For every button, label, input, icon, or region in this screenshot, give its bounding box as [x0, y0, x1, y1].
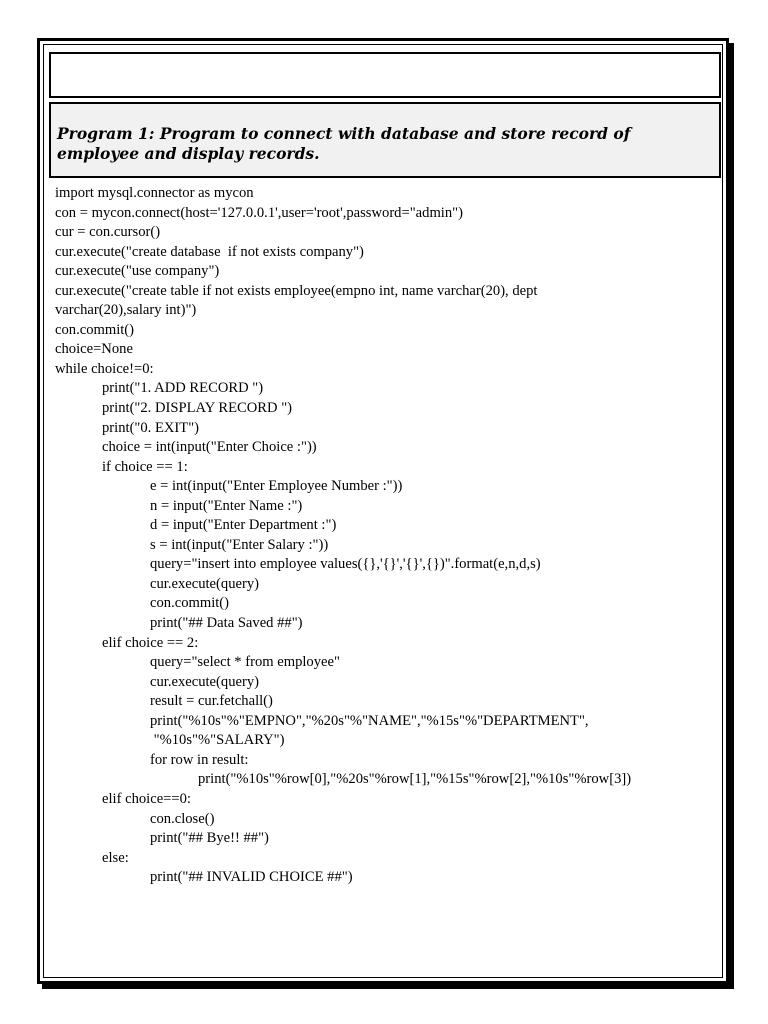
code-line: cur = con.cursor() — [55, 224, 161, 241]
code-line: "%10s"%"SALARY") — [150, 732, 285, 749]
code-line: else: — [102, 849, 129, 866]
code-line: result = cur.fetchall() — [150, 693, 273, 710]
page-frame — [37, 38, 729, 984]
code-line: varchar(20),salary int)") — [55, 302, 197, 319]
code-line: cur.execute(query) — [150, 575, 259, 592]
program-title: Program 1: Program to connect with database and store record of employee and display records. — [57, 124, 631, 163]
code-line: s = int(input("Enter Salary :")) — [150, 536, 329, 553]
code-line: cur.execute(query) — [150, 673, 259, 690]
code-line: print("0. EXIT") — [102, 419, 200, 436]
header-empty-box — [49, 52, 721, 98]
code-line: print("1. ADD RECORD ") — [102, 380, 264, 397]
title-box — [49, 102, 721, 178]
code-line: for row in result: — [150, 751, 249, 768]
code-line: cur.execute("create table if not exists employee(empno int, name varchar(20), dept — [55, 282, 538, 299]
code-line: print("## Bye!! ##") — [150, 830, 269, 847]
code-line: query="insert into employee values({},'{}','{}',{})".format(e,n,d,s) — [150, 556, 541, 573]
code-line: e = int(input("Enter Employee Number :")) — [150, 478, 403, 495]
code-line: print("## INVALID CHOICE ##") — [150, 869, 353, 886]
code-line: n = input("Enter Name :") — [150, 497, 303, 514]
code-line: query="select * from employee" — [150, 654, 340, 671]
code-line: if choice == 1: — [102, 458, 188, 475]
code-line: d = input("Enter Department :") — [150, 517, 337, 534]
code-line: while choice!=0: — [55, 360, 154, 377]
code-line: elif choice==0: — [102, 790, 191, 807]
code-line: print("## Data Saved ##") — [150, 615, 303, 632]
code-line: con.commit() — [55, 321, 135, 338]
code-line: con.commit() — [150, 595, 230, 612]
code-line: choice=None — [55, 341, 133, 358]
code-block — [55, 184, 720, 888]
code-line: choice = int(input("Enter Choice :")) — [102, 439, 317, 456]
page-inner-frame — [43, 44, 723, 978]
code-line: print("%10s"%"EMPNO","%20s"%"NAME","%15s"%"DEPARTMENT", — [150, 712, 589, 729]
code-line: elif choice == 2: — [102, 634, 199, 651]
code-line: cur.execute("create database if not exists company") — [55, 243, 364, 260]
code-line: con.close() — [150, 810, 215, 827]
code-line: print("%10s"%row[0],"%20s"%row[1],"%15s"%row[2],"%10s"%row[3]) — [198, 771, 632, 788]
code-line: con = mycon.connect(host='127.0.0.1',user='root',password="admin") — [55, 204, 463, 221]
code-line: import mysql.connector as mycon — [55, 185, 254, 201]
code-line: cur.execute("use company") — [55, 263, 220, 280]
code-line: print("2. DISPLAY RECORD ") — [102, 400, 293, 417]
